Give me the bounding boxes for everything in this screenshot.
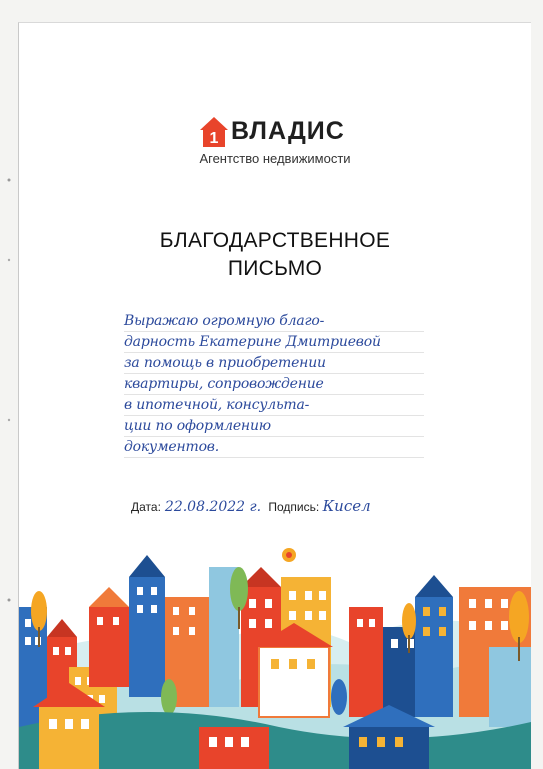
date-signature-row <box>131 497 371 515</box>
brand-tagline: Агентство недвижимости <box>199 151 351 166</box>
house-key-icon <box>199 116 229 148</box>
signature: Кисел <box>322 497 371 515</box>
signature-label: Подпись: <box>268 500 320 514</box>
note-line: за помощь в приобретении <box>124 353 424 374</box>
note-line: документов. <box>124 437 424 458</box>
brand-logo <box>199 116 399 156</box>
scan-edge-dots <box>2 0 16 768</box>
brand-name: ВЛАДИС <box>231 117 345 145</box>
title-line-2: ПИСЬМО <box>227 257 323 280</box>
note-line: ции по оформлению <box>124 416 424 437</box>
title-line-1: БЛАГОДАРСТВЕННОЕ <box>159 229 391 252</box>
note-line: дарность Екатерине Дмитриевой <box>124 332 424 353</box>
document-title <box>19 227 531 283</box>
note-line: в ипотечной, консульта- <box>124 395 424 416</box>
logo-digit: 1 <box>209 130 219 147</box>
city-illustration <box>19 547 531 769</box>
note-line: квартиры, сопровождение <box>124 374 424 395</box>
letter-sheet <box>18 22 531 769</box>
date-value: 22.08.2022 г. <box>164 499 262 515</box>
note-line: Выражаю огромную благо- <box>124 311 424 332</box>
date-label: Дата: <box>131 500 161 514</box>
handwritten-note <box>124 311 424 458</box>
